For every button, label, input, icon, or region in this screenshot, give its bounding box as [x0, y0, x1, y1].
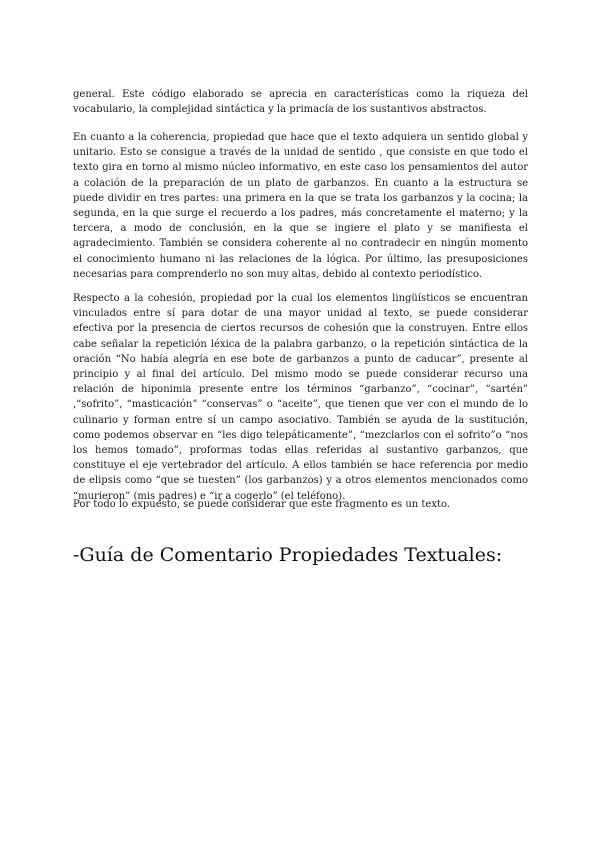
paragraph-text: En cuanto a la coherencia, propiedad que hace que el texto adquiera un sentido global y unitario. Esto se consigue a través de la unidad de sentido , que consiste en que todo el texto gira en torno al mismo núcleo informativo, en este caso los pensamientos del autor a colación de la preparación de un plato de garbanzos. En cuanto a la estructura se puede dividir en tres partes: una primera en la que se trata los garbanzos y la cocina; la segunda, en la que surge el recuerdo a los padres, más concretamente el materno; y la tercera, a modo de conclusión, en la que se ingiere el plato y se manifiesta el agradecimiento. También se considera coherente al no contradecir en ningún momento el conocimiento humano ni las relaciones de la lógica. Por último, las presuposiciones necesarias para comprenderlo no son muy altas, debido al contexto periodístico.	[73, 132, 528, 280]
section-heading: -Guía de Comentario Propiedades Textuales:	[73, 544, 503, 566]
paragraph-conclusion	[73, 497, 528, 512]
paragraph-text: Por todo lo expuesto, se puede considerar que este fragmento es un texto.	[73, 499, 450, 510]
paragraph-text: Respecto a la cohesión, propiedad por la cual los elementos lingüísticos se encuentran vinculados entre sí para dotar de una mayor unidad al texto, se puede considerar efectiva por la presencia de ciertos recursos de cohesión que la construyen. Entre ellos cabe señalar la repetición léxica de la palabra garbanzo, o la repetición sintáctica de la oración “No había alegría en ese bote de garbanzos a punto de caducar”, presente al principio y al final del artículo. Del mismo modo se puede considerar recurso una relación de hiponimia presente entre los términos “garbanzo”, “cocinar”, “sartén” ,“sofrito”, “masticación” “conservas” o “aceite”, que tienen que ver con el mundo de lo culinario y forman entre sí un campo asociativo. También se ayuda de la sustitución, como podemos observar en “les digo telepáticamente”, “mezclarlos con el sofrito”o “nos los hemos tomado”, proformas todas ellas referidas al sustantivo garbanzos, que constituye el eje vertebrador del artículo. A ellos también se hace referencia por medio de elipsis como “que se tuesten” (los garbanzos) y a otros elementos mencionados como “murieron” (mis padres) e “ir a cogerlo” (el teléfono).	[73, 293, 528, 502]
paragraph-coherence	[73, 130, 528, 282]
paragraph-text: general. Este código elaborado se aprecia en características como la riqueza del vocabulario, la complejidad sintáctica y la primacía de los sustantivos abstractos.	[73, 89, 528, 116]
paragraph-cohesion	[73, 291, 528, 504]
paragraph-register	[73, 87, 528, 117]
